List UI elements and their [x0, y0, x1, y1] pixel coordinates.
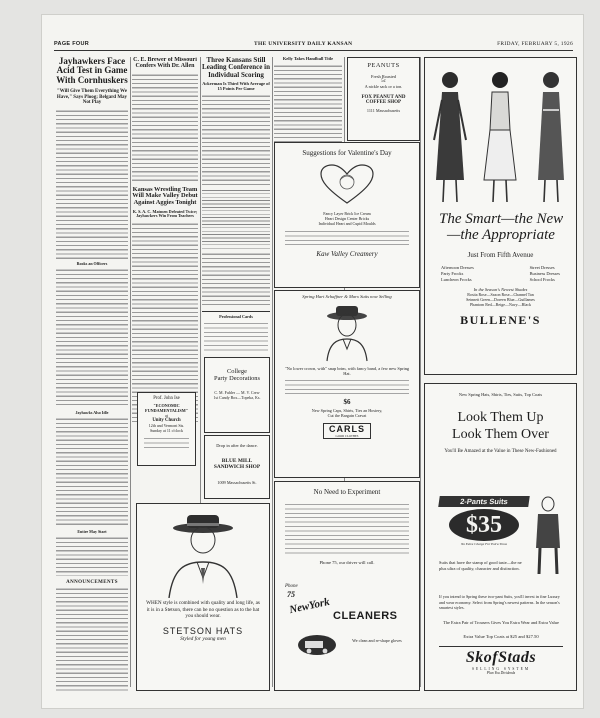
section-label: Entire May Start	[77, 529, 107, 535]
dress-type: Luncheon Frocks	[441, 277, 472, 282]
peanuts-price: 5c	[381, 79, 386, 84]
article-text	[132, 73, 198, 183]
scoring-headline: Three Kansans Still Leading Conference in Individual Scoring	[202, 57, 270, 79]
church-name: Unity Church	[152, 418, 181, 423]
bullenes-detail-3: Seinnett Green—Doreen Blue—Guillames	[466, 297, 535, 302]
valentine-text	[285, 229, 409, 247]
cleaners-name-script: NewYork	[288, 595, 331, 617]
column-1	[56, 57, 128, 693]
man-in-suit-illustration	[528, 496, 568, 576]
skofstads-brand: SkofStads	[465, 649, 537, 666]
two-pants-badge	[439, 496, 529, 554]
speaker-name: Prof. John Ise	[153, 396, 180, 401]
blue-mill-ad	[204, 435, 270, 499]
page-label: PAGE FOUR	[54, 41, 89, 47]
peanuts-shop: FOX PEANUT AND COFFEE SHOP	[361, 95, 406, 105]
college-title-2: Party Decorations	[214, 375, 260, 382]
valentine-item: Heart Design Center Bricks	[324, 216, 370, 221]
lead-headline: Jayhawkers Face Acid Test in Game With Cornhuskers	[56, 57, 128, 85]
service-time: Sunday at 11 o'clock	[149, 428, 184, 433]
blue-mill-name: BLUE MILL	[221, 458, 253, 464]
skofstads-brand-sub: SELLING SYSTEM	[471, 667, 531, 671]
bullenes-detail-2: Rosita Rose—Saxon Rose—Channel Tan	[467, 292, 534, 297]
carls-headline: Spring Hart Schaffner & Marx Suits now Selling	[302, 294, 392, 299]
article-text	[56, 536, 128, 576]
carls-clothing-ad	[274, 290, 420, 478]
professional-cards	[202, 311, 270, 354]
cleaners-headline: No Need to Experiment	[313, 488, 381, 496]
badge-price: $35	[449, 509, 519, 541]
stetson-man-illustration	[163, 512, 243, 598]
lead-subhead: "Will Give Them Everything We Have," Says Ploog; Belgard May Not Play	[56, 89, 128, 105]
dress-type: Street Dresses	[529, 265, 555, 270]
wrestling-headline: Kansas Wrestling Team Will Make Valley Debut Against Aggies Tonight	[132, 185, 198, 207]
column-rule	[420, 57, 421, 687]
column-3	[202, 57, 270, 349]
peanuts-tagline: A nickle sack or a ton.	[364, 84, 403, 89]
cleaners-body: Phone 75, our driver will call.	[319, 560, 375, 565]
skofstads-value: Extra Value Top Coats at $25 and $27.50	[463, 634, 539, 639]
heart-illustration	[317, 163, 377, 207]
skofstads-subhead: You'll Be Amazed at the Value in These New-Fashioned	[444, 449, 557, 454]
carls-text	[285, 378, 409, 396]
church-notice	[137, 392, 196, 466]
section-label: Jayhawks Also Idle	[75, 410, 109, 416]
handball-headline: Kelly Takes Handball Title	[282, 57, 334, 61]
announcements-heading: ANNOUNCEMENTS	[66, 580, 118, 586]
dress-type: Business Dresses	[529, 271, 560, 276]
valentine-ad	[274, 142, 420, 288]
column-rule	[272, 57, 273, 687]
skofstads-logo	[439, 646, 563, 675]
fashion-illustrations	[425, 70, 576, 205]
blue-mill-tagline: Drop in after the dance.	[216, 443, 258, 448]
dress-type: Party Frocks	[441, 271, 464, 276]
badge-title: 2-Pants Suits	[438, 496, 530, 507]
college-party-ad	[204, 357, 270, 433]
carls-price: $6	[343, 398, 351, 406]
phone-label: Phone	[285, 584, 298, 589]
skofstads-brand-tag: Plan You Dividends	[486, 671, 516, 675]
bullenes-detail: In the Season's Newest Shades	[473, 287, 528, 292]
dress-type: Afternoon Dresses	[441, 265, 474, 270]
bullenes-brand: BULLENE'S	[460, 313, 541, 327]
blue-mill-address: 1009 Massachusetts St.	[217, 480, 257, 485]
carls-quote: "No lower crown, with" snap brim, with fancy band, a few new Spring Hat.	[284, 366, 410, 376]
article-text	[56, 109, 128, 259]
paper-name: THE UNIVERSITY DAILY KANSAN	[254, 41, 353, 47]
peanuts-address: 1111 Massachusetts	[366, 108, 401, 113]
dress-type: School Frocks	[529, 277, 555, 282]
delivery-truck-icon	[297, 634, 337, 656]
cleaners-tag: We clean and re-shape gloves	[352, 638, 402, 643]
cards-text	[204, 321, 268, 353]
creamery-name: Kaw Valley Creamery	[316, 250, 378, 258]
notice-text	[144, 436, 189, 450]
skofstads-headline: Look Them Up	[457, 410, 544, 425]
bullenes-dress-types	[425, 259, 576, 283]
stetson-tagline: Styled for young men	[180, 635, 226, 642]
valentine-item: Fancy Layer Brick Ice Cream	[323, 211, 371, 216]
carls-sub-2: Cut the Bargain Cravat	[327, 413, 367, 418]
bullenes-headline-2: —the Appropriate	[447, 227, 555, 243]
article-text	[56, 268, 128, 408]
bullenes-detail-4: Phantom Red—Beige—Navy—Black	[470, 302, 531, 307]
valentine-item: Individual Heart and Cupid Moulds	[318, 221, 376, 226]
peanuts-line: Fresh Roasted	[371, 74, 396, 79]
stetson-ad	[136, 503, 270, 691]
college-title: College	[227, 368, 247, 375]
valentine-title: Suggestions for Valentine's Day	[302, 149, 392, 157]
issue-date: FRIDAY, FEBRUARY 5, 1926	[497, 41, 573, 47]
scoring-table	[202, 189, 270, 249]
skofstads-paragraph-2: The Extra Pair of Trousers Gives You Extra Wear and Extra Value	[443, 620, 559, 625]
masthead-rule	[54, 50, 573, 51]
woman-figure-illustration	[480, 70, 520, 205]
stetson-brand: STETSON HATS	[162, 625, 244, 636]
masthead	[54, 41, 573, 50]
article-text	[56, 417, 128, 527]
phone-number: 75	[287, 590, 295, 599]
blue-mill-name-2: SANDWICH SHOP	[213, 464, 261, 470]
newspaper-page	[42, 15, 583, 708]
bullenes-headline: The Smart—the New	[439, 211, 564, 227]
announcements-text	[56, 587, 128, 693]
cleaners-text	[285, 502, 409, 556]
carls-logo	[323, 423, 371, 439]
article-text	[202, 94, 270, 186]
stetson-copy: WHEN style is combined with quality and long life, as it is in a Stetson, there can be no question as to the hat you should wear.	[146, 600, 260, 620]
skofstads-ad	[424, 383, 577, 691]
talk-title: "ECONOMIC FUNDAMENTALISM"	[145, 403, 188, 413]
woman-figure-illustration	[430, 70, 470, 205]
article-text	[202, 252, 270, 308]
peanuts-title: PEANUTS	[367, 62, 400, 69]
column-rule	[130, 57, 131, 687]
skofstads-side-copy: Suits that have the stamp of good taste—the ne plus ultra of quality, character and distinction.	[439, 560, 522, 571]
peanuts-ad	[347, 57, 420, 141]
carls-sub: New Spring Caps, Shirts, Ties an Hosiery,	[311, 408, 383, 413]
wrestling-subhead: K. S. A. C. Matmen Defeated Twice; Jayhawkers Win From Teachers	[132, 208, 198, 219]
college-line: C. M. Fuhler — M. V. Crew	[214, 390, 260, 395]
at-label: at	[165, 413, 168, 418]
cleaners-name: CLEANERS	[333, 610, 398, 622]
scoring-subhead: Ackerman Is Third With Average of 15 Points Per Game	[202, 81, 270, 91]
bullenes-subhead: Just From Fifth Avenue	[467, 251, 534, 259]
man-portrait-illustration	[321, 303, 373, 363]
badge-note: No Extra Charge For Extra Trous	[461, 542, 507, 546]
woman-figure-illustration	[531, 70, 571, 205]
church-address: 12th and Vermont Sts.	[148, 423, 185, 428]
brewer-headline: C. E. Brewer of Missouri Confers With Dr. Allen	[133, 57, 197, 70]
cards-heading: Professional Cards	[219, 314, 253, 319]
college-line-2: 1st Candy Box—Topeka, Ks.	[213, 395, 261, 400]
carls-brand-sub: GOOD CLOTHES	[335, 434, 359, 438]
bullenes-ad	[424, 57, 577, 375]
new-york-cleaners-ad	[274, 481, 420, 691]
skofstads-headline-2: Look Them Over	[452, 427, 549, 442]
section-label: Rooks an Officers	[76, 261, 108, 267]
skofstads-topline: New Spring Hats, Shirts, Ties, Suits, Top Coats	[458, 392, 543, 397]
skofstads-paragraph: If you intend to Spring these two-pant Suits, you'll invest in fine Luxury and wear economy. Select from Spring's newest patterns. In the season's smartest styles.	[439, 594, 560, 611]
carls-brand: CARLS	[329, 424, 365, 434]
